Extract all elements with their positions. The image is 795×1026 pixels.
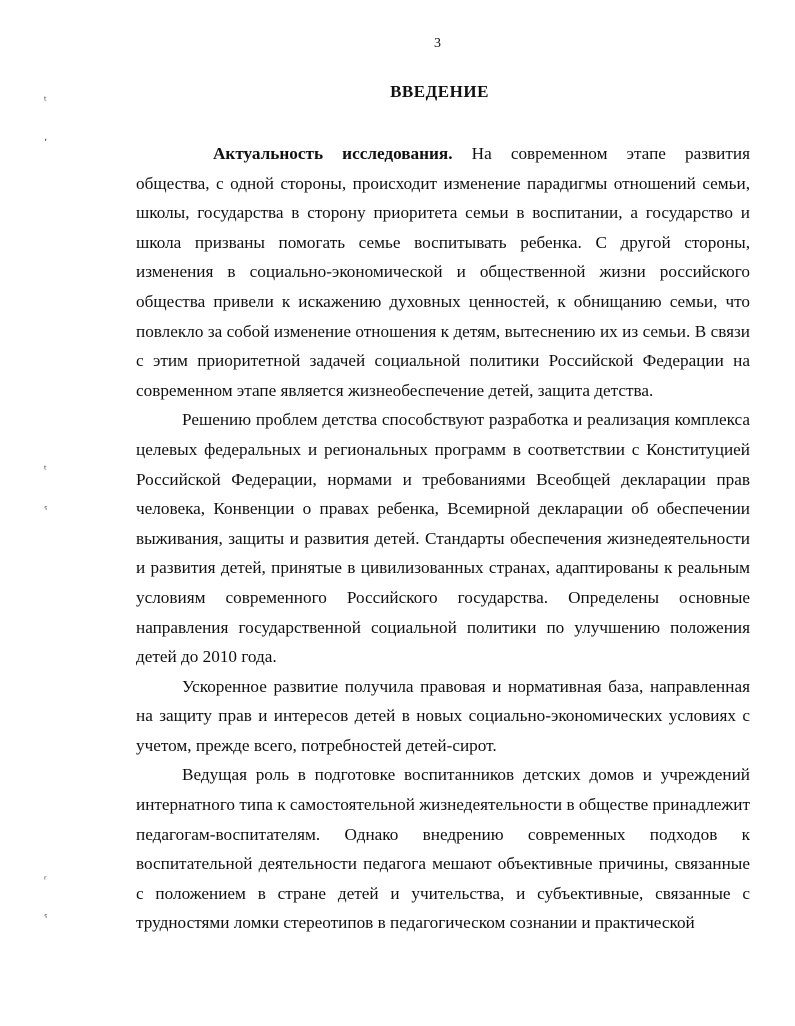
paragraph: Ускоренное развитие получила правовая и нормативная база, направленная на защиту прав и интересов детей в новых социально-экономических условиях с учетом, прежде всего, потребностей детей-сирот. (136, 676, 750, 755)
paragraph-relevance (136, 139, 750, 405)
margin-mark: ʳ (44, 875, 47, 886)
margin-mark: ʼ (44, 138, 48, 149)
paragraph-text: На современном этапе развития общества, с одной стороны, происходит изменение парадигмы отношений семьи, школы, государства в сторону приоритета семьи в воспитании, а государство и школа призваны помогать семье воспитывать ребенка. С другой стороны, изменения в социально-экономической и общественной жизни российского общества привели к искажению духовных ценностей, к обнищанию семьи, что повлекло за собой изменение отношения к детям, вытеснению их из семьи. В связи с этим приоритетной задачей социальной политики Российской Федерации на современном этапе является жизнеобеспечение детей, защита детства. (136, 144, 750, 400)
margin-mark: ᵗ (44, 465, 47, 476)
page-number: 3 (434, 36, 441, 51)
margin-mark: ᵗ (44, 96, 47, 107)
page-title: ВВЕДЕНИЕ (390, 82, 489, 101)
margin-mark: ˁ (44, 505, 48, 516)
paragraph: Ведущая роль в подготовке воспитанников детских домов и учреждений интернатного типа к самостоятельной жизнедеятельности в обществе принадлежит педагогам-воспитателям. Однако внедрению современных подходов к воспитательной деятельности педагога мешают объективные причины, связанные с положением в стране детей и учительства, и субъективные, связанные с трудностями ломки стереотипов в педагогическом сознании и практической (136, 765, 750, 933)
margin-mark: ˁ (44, 913, 48, 924)
paragraph-lead: Актуальность исследования. (213, 144, 453, 163)
paragraph: Решению проблем детства способствуют разработка и реализация комплекса целевых федеральных и региональных программ в соответствии с Конституцией Российской Федерации, нормами и требованиями Всеобщей декларации прав человека, Конвенции о правах ребенка, Всемирной декларации об обеспечении выживания, защиты и развития детей. Стандарты обеспечения жизнедеятельности и развития детей, принятые в цивилизованных странах, адаптированы к реальным условиям современного Российского государства. Определены основные направления государственной социальной политики по улучшению положения детей до 2010 года. (136, 410, 750, 667)
document-body (136, 139, 750, 938)
